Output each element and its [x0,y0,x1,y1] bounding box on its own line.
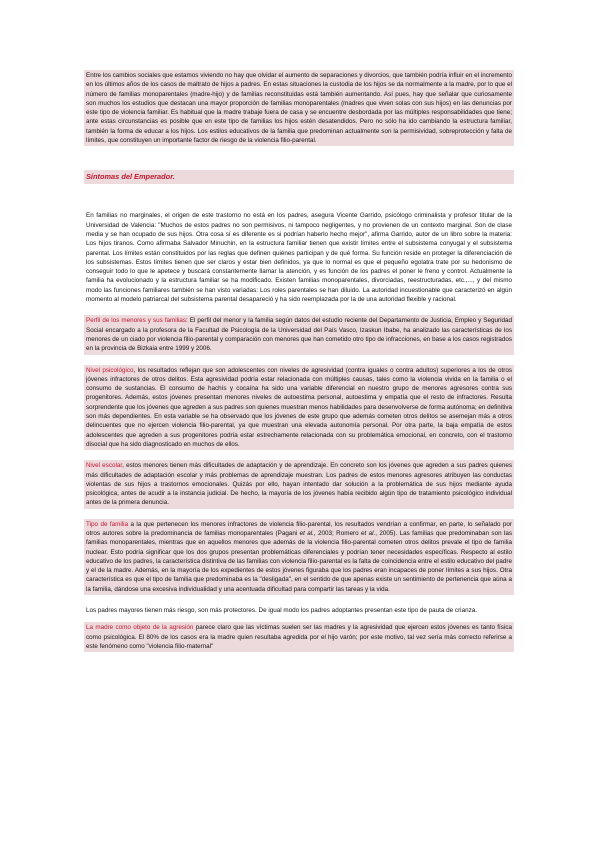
familia-block [84,519,514,595]
mayores-paragraph: Los padres mayores tienen más riesgo, son más protectores. De igual modo los padres adoptantes presentan este tipo de pauta de crianza. [86,607,477,615]
section-intro-paragraph: En familias no marginales, el origen de este trastorno no está en los padres, asegura Vicente Garrido, psicólogo criminalista y profesor titular de la Universidad de Valencia: "Muchos de estos padres no son permisivos, ni tampoco negligentes, y no provienen de un contexto marginal. Son de clase media y se han ocupado de sus hijos. Otra cosa sí es diferente es si podrían haberlo hecho mejor", afirma Garrido, autor de un libro sobre la materia: Los hijos tiranos. Como afirmaba Salvador Minuchin, en la estructura familiar tienen que existir límites entre el subsistema conyugal y el subsistema parental. Los límites están constituidos por las reglas que definen quiénes participan y de qué forma. Su función reside en proteger la diferenciación de los subsistemas. Estos límites tienen que ser claros y estar bien definidos, ya que lo normal es que el pequeño egolatra trate por su hedonismo de conseguir todo lo que le apetece y buscará constantemente llamar la atención, y es función de los padres el poner le freno y control. Actualmente la familia ha evolucionado y la estructura familiar se ha modificado. Existen familias monoparentales, divorciadas, reestructuradas, etc.,..., y del mismo modo las funciones familiares también se han visto variadas: Los roles parentales se han diluido. La autoridad incuestionable que caracterizó en algún momento al modelo patriarcal del subsistema parental desapareció y ha sido reemplazada por la de una autoridad flexible y racional. [86,212,512,304]
madre-paragraph [86,623,512,651]
intro-paragraph: Entre los cambios sociales que estamos viviendo no hay que olvidar el aumento de separaciones y divorcios, que también podría influir en el incremento en los últimos años de los casos de maltrato de hijos a padres. En estas situaciones la custodia de los hijos se da normalmente a la madre, por lo que el número de familias monoparentales (madre-hijo) y de familias reconstituidas está también aumentando. Así pues, hay que señalar que curiosamente son muchos los estudios que destacan una mayor proporción de familias monoparentales (madres que viven solas con sus hijos) en las denuncias por este tipo de violencia familiar. Es habitual que la madre trabaje fuera de casa y se encuentre desbordada por las múltiples responsabilidades que tiene; ante estas circunstancias es posible que en este tipo de familias los hijos estén desatendidos. Pero no sólo ha ido cambiando la estructura familiar, también la forma de educar a los hijos. Los estilos educativos de la familia que predominan actualmente son la permisividad, sobreprotección y falta de límites, que constituyen un importante factor de riesgo de la violencia filio-parental. [86,72,512,145]
escolar-block [84,460,514,508]
perfil-text: : El perfil del menor y la familia según datos del estudio reciente del Departamento de Justicia, Empleo y Seguridad Social encargado a la profesora de la Facultad de Psicología de la Universidad del País Vasco, Izaskun Ibabe, ha analizado las características de los menores de un ciado por violencia filio-parental y comparación con menores que han cometido otro tipo de infracciones, en base a los casos registrados en la provincia de Bizkaia entre 1999 y 2006. [86,317,513,353]
madre-lead: La madre como objeto de la agresión [86,624,194,632]
escolar-lead: Nivel escolar [86,462,123,470]
escolar-paragraph [86,461,512,507]
psicologico-block [84,365,514,451]
perfil-block [84,315,514,354]
familia-text-3: , 2005). Las familias que predominaban son las familias monoparentales, mientras que en aquellos menores que además de la violencia filio-parental cometen otros delitos prevale el tipo de familia nuclear. Esto podría significar que los dos grupos presentan problemáticas diferenciales y podrían tener necesidades específicas. Respecto al estilo educativo de los padres, la característica distintiva de las familias con violencia filio-parental es la falta de coincidencia entre el estilo educativo del padre y el de la madre. Además, en la mayoría de los expedientes de estos jóvenes figuraba que los padres eran incapaces de poner límites a sus hijos. Otra característica es que el tipo de familia que predominaba es la "desligada", en el sentido de que apenas existe un sentimiento de pertenencia que aúna a la familia, dándose una excesiva individualidad y una acentuada dificultad para compartir las tareas y la vida. [86,529,513,593]
familia-text-2: , 2003; Romero [313,529,361,537]
mayores-block [84,605,514,616]
perfil-lead: Perfil de los menores y sus familias [86,317,187,325]
section-intro-block [84,210,514,305]
document-body [84,70,514,662]
intro-block [84,70,514,146]
section-heading: Síntomas del Emperador. [86,172,175,182]
familia-text-1: a la que pertenecen los menores infractores de violencia filio-parental, los resultados vendrían a confirmar, en parte, lo señalado por otros autores sobre la predominancia de familias monoparentales (Pagani [86,520,512,537]
madre-block [84,622,514,652]
familia-etal-1: et al. [299,529,314,537]
perfil-paragraph [86,316,512,353]
familia-etal-2: et al. [360,529,376,537]
psicologico-lead: Nivel psicológico [86,366,134,374]
madre-text: parece claro que las víctimas suelen ser las madres y la agresividad que ejercen estos jóvenes es tanto física como psicológica. El 80% de los casos era la madre quien resultaba agredida por el hijo varón; por este motivo, tal vez sería más correcto referirse a este fenómeno como "violencia filio-maternal" [86,624,513,650]
section-heading-block [84,170,514,184]
psicologico-text: , los resultados reflejan que son adolescentes con niveles de agresividad (contra iguales o contra adultos) superiores a los de otros jóvenes infractores de otros delitos. Esta agresividad podría estar relacionada con múltiples causas, tales como la violencia vivida en la familia o el consumo de sustancias. El consumo de hachís y cocaína ha sido una variable diferencial en nuestro grupo de menores agresores contra sus progenitores. Además, estos jóvenes presentan menores niveles de autoestima personal, autoestima y empatía que el resto de infractores. Resulta sorprendente que los jóvenes que agreden a sus padres son quienes muestran menos habilidades para desenvolverse de forma autónoma; en definitiva son más dependientes. En esta variable se ha observado que los jóvenes de este grupo que además cometen otros delitos se asemejan más a otros delincuentes que no ejercen violencia filio-parental, ya que muestran una elevada autonomía personal. Por otra parte, la baja empatía de estos adolescentes que agreden a sus progenitores podría estar estrechamente relacionada con su problemática emocional, en concreto, con el trastorno disocial que ha sido diagnosticado en muchos de ellos. [86,366,512,448]
familia-paragraph [86,520,512,594]
psicologico-paragraph [86,366,512,450]
familia-lead: Tipo de familia [86,520,129,528]
escolar-text: , estos menores tienen más dificultades de adaptación y de aprendizaje. En concreto son los jóvenes que agreden a sus padres quienes más dificultades de adaptación escolar y más problemas de aprendizaje muestran. Los padres de estos menores agresores atribuyen las conductas violentas de sus hijos a trastornos emocionales. Quizás por ello, hayan intentado dar solución a la problemática de sus hijos mediante ayuda psicológica, antes de acudir a la instancia judicial. De hecho, la mayoría de los jóvenes había recibido algún tipo de tratamiento psicológico individual antes de la primera denuncia. [86,462,513,507]
